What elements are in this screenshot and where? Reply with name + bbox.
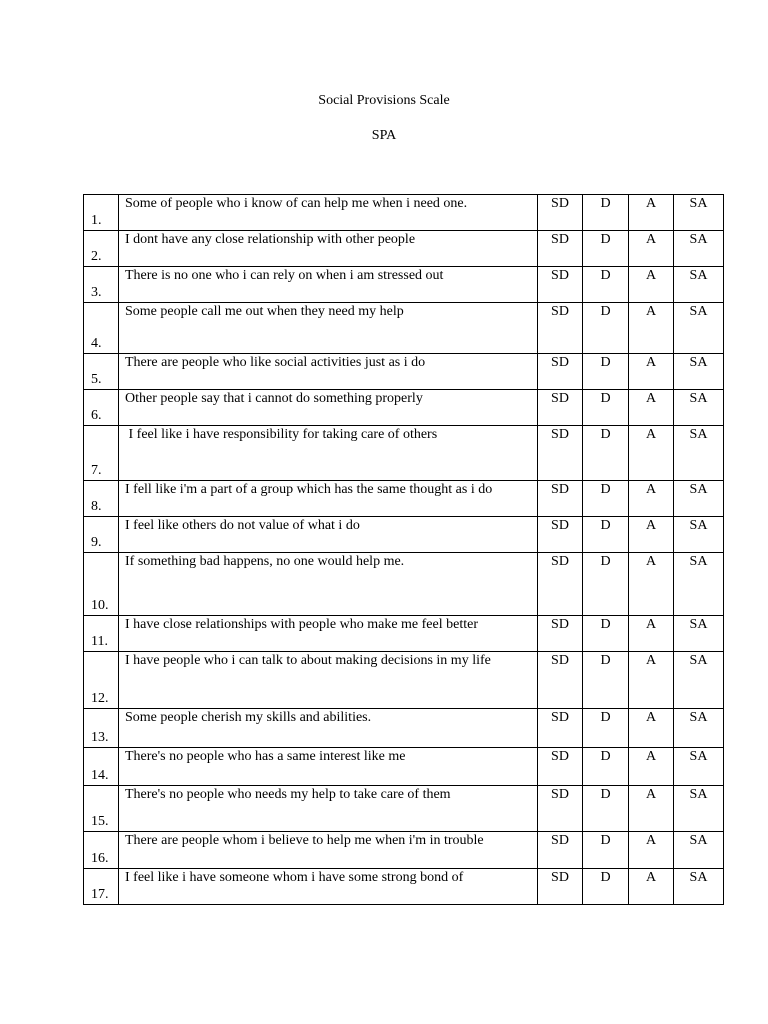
response-option-d[interactable]: D <box>583 231 629 267</box>
page-subtitle: SPA <box>371 128 397 143</box>
response-option-sa[interactable]: SA <box>674 517 724 553</box>
page-title: Social Provisions Scale <box>318 93 450 108</box>
response-option-sd[interactable]: SD <box>538 832 583 869</box>
response-option-sd[interactable]: SD <box>538 303 583 354</box>
response-option-d[interactable]: D <box>583 553 629 616</box>
item-number-cell <box>84 616 119 652</box>
item-statement: Other people say that i cannot do something properly <box>119 390 538 426</box>
item-number: 1. <box>91 213 102 228</box>
response-option-sa[interactable]: SA <box>674 426 724 481</box>
item-number: 10. <box>91 598 109 613</box>
scale-table <box>83 194 724 905</box>
item-number: 9. <box>91 535 102 550</box>
item-statement: There is no one who i can rely on when i am stressed out <box>119 267 538 303</box>
item-number: 13. <box>91 730 109 745</box>
item-statement: I feel like i have someone whom i have some strong bond of <box>119 869 538 905</box>
item-statement: There's no people who has a same interest like me <box>119 748 538 786</box>
item-statement: I have people who i can talk to about making decisions in my life <box>119 652 538 709</box>
response-option-a[interactable]: A <box>629 748 674 786</box>
table-row <box>84 390 724 426</box>
table-row <box>84 553 724 616</box>
item-number-cell <box>84 481 119 517</box>
response-option-sd[interactable]: SD <box>538 553 583 616</box>
response-option-d[interactable]: D <box>583 786 629 832</box>
table-row <box>84 481 724 517</box>
response-option-sa[interactable]: SA <box>674 553 724 616</box>
item-statement: Some people call me out when they need my help <box>119 303 538 354</box>
response-option-sd[interactable]: SD <box>538 267 583 303</box>
item-number-cell <box>84 195 119 231</box>
response-option-d[interactable]: D <box>583 709 629 748</box>
response-option-d[interactable]: D <box>583 832 629 869</box>
response-option-a[interactable]: A <box>629 481 674 517</box>
response-option-sa[interactable]: SA <box>674 832 724 869</box>
table-row <box>84 231 724 267</box>
response-option-a[interactable]: A <box>629 652 674 709</box>
item-number: 5. <box>91 372 102 387</box>
item-number: 12. <box>91 691 109 706</box>
response-option-sd[interactable]: SD <box>538 231 583 267</box>
item-number: 6. <box>91 408 102 423</box>
item-number-cell <box>84 832 119 869</box>
response-option-a[interactable]: A <box>629 390 674 426</box>
response-option-d[interactable]: D <box>583 481 629 517</box>
item-statement: Some people cherish my skills and abilities. <box>119 709 538 748</box>
table-row <box>84 517 724 553</box>
item-number-cell <box>84 709 119 748</box>
table-row <box>84 354 724 390</box>
response-option-sd[interactable]: SD <box>538 481 583 517</box>
item-number-cell <box>84 869 119 905</box>
response-option-sa[interactable]: SA <box>674 354 724 390</box>
response-option-sa[interactable]: SA <box>674 481 724 517</box>
item-statement: I dont have any close relationship with other people <box>119 231 538 267</box>
response-option-sd[interactable]: SD <box>538 748 583 786</box>
item-statement: If something bad happens, no one would help me. <box>119 553 538 616</box>
item-number-cell <box>84 390 119 426</box>
item-number: 17. <box>91 887 109 902</box>
item-statement: I fell like i'm a part of a group which has the same thought as i do <box>119 481 538 517</box>
table-row <box>84 786 724 832</box>
response-option-d[interactable]: D <box>583 390 629 426</box>
response-option-d[interactable]: D <box>583 652 629 709</box>
item-number-cell <box>84 517 119 553</box>
response-option-d[interactable]: D <box>583 303 629 354</box>
response-option-sa[interactable]: SA <box>674 231 724 267</box>
item-number-cell <box>84 267 119 303</box>
response-option-a[interactable]: A <box>629 267 674 303</box>
response-option-sd[interactable]: SD <box>538 652 583 709</box>
item-number: 8. <box>91 499 102 514</box>
response-option-a[interactable]: A <box>629 303 674 354</box>
item-number-cell <box>84 748 119 786</box>
response-option-d[interactable]: D <box>583 267 629 303</box>
table-row <box>84 616 724 652</box>
item-number-cell <box>84 652 119 709</box>
item-number: 2. <box>91 249 102 264</box>
table-row <box>84 869 724 905</box>
item-number: 11. <box>91 634 108 649</box>
response-option-sd[interactable]: SD <box>538 616 583 652</box>
item-statement: There are people who like social activities just as i do <box>119 354 538 390</box>
response-option-d[interactable]: D <box>583 616 629 652</box>
response-option-d[interactable]: D <box>583 195 629 231</box>
response-option-sa[interactable]: SA <box>674 748 724 786</box>
item-number: 3. <box>91 285 102 300</box>
item-number: 14. <box>91 768 109 783</box>
table-row <box>84 195 724 231</box>
item-statement: I feel like i have responsibility for taking care of others <box>119 426 538 481</box>
item-number-cell <box>84 786 119 832</box>
item-number: 15. <box>91 814 109 829</box>
response-option-a[interactable]: A <box>629 616 674 652</box>
response-option-a[interactable]: A <box>629 786 674 832</box>
item-statement: There are people whom i believe to help me when i'm in trouble <box>119 832 538 869</box>
response-option-d[interactable]: D <box>583 517 629 553</box>
response-option-sa[interactable]: SA <box>674 786 724 832</box>
response-option-a[interactable]: A <box>629 195 674 231</box>
item-number-cell <box>84 231 119 267</box>
response-option-sa[interactable]: SA <box>674 869 724 905</box>
response-option-a[interactable]: A <box>629 354 674 390</box>
item-statement: I have close relationships with people who make me feel better <box>119 616 538 652</box>
table-row <box>84 303 724 354</box>
table-row <box>84 426 724 481</box>
response-option-sd[interactable]: SD <box>538 426 583 481</box>
response-option-a[interactable]: A <box>629 869 674 905</box>
response-option-d[interactable]: D <box>583 869 629 905</box>
response-option-sd[interactable]: SD <box>538 390 583 426</box>
response-option-sa[interactable]: SA <box>674 652 724 709</box>
item-number-cell <box>84 354 119 390</box>
response-option-sa[interactable]: SA <box>674 303 724 354</box>
response-option-sa[interactable]: SA <box>674 390 724 426</box>
response-option-a[interactable]: A <box>629 231 674 267</box>
table-row <box>84 709 724 748</box>
response-option-sd[interactable]: SD <box>538 709 583 748</box>
response-option-sa[interactable]: SA <box>674 709 724 748</box>
response-option-a[interactable]: A <box>629 709 674 748</box>
response-option-a[interactable]: A <box>629 517 674 553</box>
response-option-sd[interactable]: SD <box>538 869 583 905</box>
table-row <box>84 748 724 786</box>
response-option-sd[interactable]: SD <box>538 517 583 553</box>
response-option-sd[interactable]: SD <box>538 195 583 231</box>
response-option-d[interactable]: D <box>583 426 629 481</box>
response-option-d[interactable]: D <box>583 748 629 786</box>
response-option-sa[interactable]: SA <box>674 195 724 231</box>
response-option-d[interactable]: D <box>583 354 629 390</box>
item-statement: Some of people who i know of can help me when i need one. <box>119 195 538 231</box>
table-row <box>84 652 724 709</box>
table-row <box>84 832 724 869</box>
table-row <box>84 267 724 303</box>
response-option-sd[interactable]: SD <box>538 786 583 832</box>
response-option-sd[interactable]: SD <box>538 354 583 390</box>
item-number-cell <box>84 426 119 481</box>
response-option-sa[interactable]: SA <box>674 267 724 303</box>
item-number: 16. <box>91 851 109 866</box>
item-statement: I feel like others do not value of what i do <box>119 517 538 553</box>
response-option-a[interactable]: A <box>629 832 674 869</box>
item-number-cell <box>84 303 119 354</box>
item-number: 4. <box>91 336 102 351</box>
response-option-sa[interactable]: SA <box>674 616 724 652</box>
item-statement: There's no people who needs my help to take care of them <box>119 786 538 832</box>
item-number-cell <box>84 553 119 616</box>
response-option-a[interactable]: A <box>629 426 674 481</box>
response-option-a[interactable]: A <box>629 553 674 616</box>
item-number: 7. <box>91 463 102 478</box>
